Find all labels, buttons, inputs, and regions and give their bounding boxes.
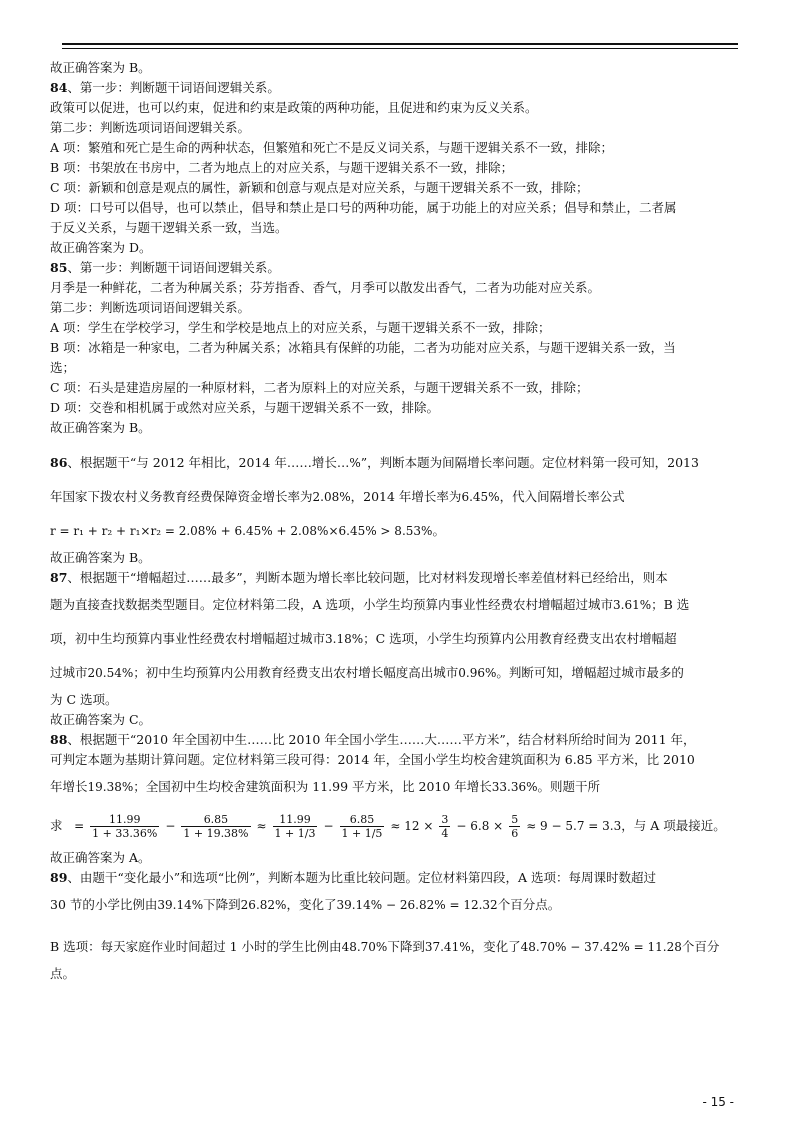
numerator: 11.99 — [273, 813, 318, 827]
text-line: 点。 — [50, 966, 76, 981]
text-span: 、根据题干“2010 年全国初中生……比 2010 年全国小学生……大……平方米”，结合材料所给时间为 2011 年， — [67, 732, 696, 747]
text-line: 选； — [50, 360, 76, 375]
denominator: 1 + 1/3 — [274, 827, 316, 840]
text-span: ；B 选 — [651, 597, 690, 612]
text-line — [50, 930, 750, 964]
numerator: 6.85 — [181, 813, 250, 827]
text-span: 。则题干所 — [537, 779, 601, 794]
text-line: B 项：书架放在书房中，二者为地点上的对应关系，与题干逻辑关系不一致，排除； — [50, 160, 514, 175]
text-span: 项，初中生均预算内事业性经费农村增幅超过城市 — [50, 631, 326, 646]
math-span: 3.61% — [613, 598, 652, 612]
q89-heading — [50, 868, 750, 888]
text-span: ；全国初中生均校舍建筑面积为 11.99 平方米，比 2010 年增长 — [133, 779, 492, 794]
text-line: 故正确答案为 B。 — [50, 420, 151, 435]
math-span: ≈ 9 − 5.7 = 3.3 — [526, 819, 622, 833]
q84-heading — [50, 78, 750, 98]
text-line: B 项：冰箱是一种家电，二者为种属关系；冰箱具有保鲜的功能，二者为功能对应关系，与题干逻辑关系一致，当 — [50, 340, 676, 355]
fraction — [509, 813, 520, 840]
text-span: 过城市 — [50, 665, 88, 680]
text-line: 故正确答案为 C。 — [50, 712, 152, 727]
text-line: 第二步：判断选项词语间逻辑关系。 — [50, 120, 251, 135]
text-line: 第二步：判断选项词语间逻辑关系。 — [50, 300, 251, 315]
text-span: 题为直接查找数据类型题目。定位材料第二段，A 选项，小学生均预算内事业性经费农村增幅超过城市 — [50, 597, 614, 612]
denominator: 4 — [441, 827, 449, 840]
header-rule-thin — [62, 48, 738, 49]
numerator: 5 — [511, 813, 519, 826]
q88-heading — [50, 730, 750, 750]
text-line — [50, 480, 750, 514]
equals-sign: = — [66, 819, 85, 833]
text-line: 故正确答案为 B。 — [50, 60, 151, 75]
formula-line — [50, 804, 750, 848]
text-line — [50, 622, 750, 656]
math-span: 37.41% — [424, 940, 471, 954]
text-span: 。判断可知，增幅超过城市最多的 — [496, 665, 684, 680]
math-span: − 6.8 × — [456, 819, 504, 833]
text-span: 30 节的小学比例由 — [50, 897, 158, 912]
math-formula: r = r₁ + r₂ + r₁×r₂ = 2.08% + 6.45% + 2.08%×6.45% > 8.53% — [50, 524, 433, 538]
text-span: ；初中生均预算内公用教育经费支出农村增长幅度高出城市 — [133, 665, 459, 680]
math-span: 26.82% — [240, 898, 287, 912]
text-line: 为 C 选项。 — [50, 692, 118, 707]
numerator: 6.85 — [340, 813, 385, 827]
text-line: 月季是一种鲜花，二者为种属关系；芬芳指香、香气，月季可以散发出香气，二者为功能对应关系。 — [50, 280, 601, 295]
math-span: 2.08% — [312, 490, 351, 504]
text-span: 年国家下拨农村义务教育经费保障资金增长率为 — [50, 489, 313, 504]
approx-sign: ≈ — [256, 819, 267, 833]
page-body — [50, 58, 750, 984]
text-line: A 项：繁殖和死亡是生命的两种状态，但繁殖和死亡不是反义词关系，与题干逻辑关系不一致，排除； — [50, 140, 614, 155]
minus-sign: − — [323, 819, 334, 833]
text-span: ，变化了 — [470, 939, 521, 954]
page-number: - 15 - — [702, 1095, 734, 1109]
minus-sign: − — [165, 819, 176, 833]
math-span: 0.96% — [458, 666, 497, 680]
numerator: 11.99 — [90, 813, 159, 827]
text-span: 、第一步：判断题干词语间逻辑关系。 — [67, 260, 280, 275]
math-span: 39.14% — [157, 898, 204, 912]
text-line — [50, 588, 750, 622]
text-line: 可判定本题为基期计算问题。定位材料第三段可得：2014 年，全国小学生均校舍建筑面积为 6.85 平方米，比 2010 — [50, 752, 695, 767]
text-span: 求 — [50, 818, 63, 833]
text-span: 、由题干“变化最小”和选项“比例”，判断本题为比重比较问题。定位材料第四段，A 选项：每周课时数超过 — [67, 870, 656, 885]
denominator: 1 + 1/5 — [341, 827, 383, 840]
math-span: 19.38% — [87, 780, 134, 794]
q87-heading — [50, 568, 750, 588]
text-line: 故正确答案为 D。 — [50, 240, 152, 255]
question-number: 86 — [50, 455, 68, 470]
question-number: 87 — [50, 570, 68, 585]
text-line: 政策可以促进，也可以约束，促进和约束是政策的两种功能，且促进和约束为反义关系。 — [50, 100, 538, 115]
fraction — [181, 813, 250, 840]
text-span: 、第一步：判断题干词语间逻辑关系。 — [67, 80, 280, 95]
question-number: 84 — [50, 80, 68, 95]
denominator: 1 + 19.38% — [183, 827, 249, 840]
text-line: C 项：新颖和创意是观点的属性，新颖和创意与观点是对应关系，与题干逻辑关系不一致，排除； — [50, 180, 589, 195]
text-span: 下降到 — [387, 939, 425, 954]
math-span: ≈ 12 × — [390, 819, 434, 833]
text-span: ，与 A 项最接近。 — [621, 818, 726, 833]
math-span: 33.36% — [491, 780, 538, 794]
text-span: ，代入间隔增长率公式 — [499, 489, 625, 504]
text-span: 、根据题干“与 2012 年相比，2014 年……增长… — [67, 455, 350, 470]
math-span: % — [349, 456, 361, 470]
text-line — [50, 888, 750, 922]
text-span: ，2014 年增长率为 — [350, 489, 462, 504]
math-span: 48.70% — [341, 940, 388, 954]
q85-heading — [50, 258, 750, 278]
q86-heading — [50, 446, 750, 480]
text-line: 故正确答案为 B。 — [50, 550, 151, 565]
math-span: 39.14% − 26.82% = 12.32 — [336, 898, 498, 912]
text-span: 。 — [432, 523, 445, 538]
fraction — [90, 813, 159, 840]
text-line — [50, 770, 750, 804]
denominator: 6 — [511, 827, 519, 840]
text-line: 故正确答案为 A。 — [50, 850, 151, 865]
text-span: ，变化了 — [286, 897, 337, 912]
text-line — [50, 656, 750, 690]
question-number: 85 — [50, 260, 68, 275]
text-span: ”，判断本题为间隔增长率问题。定位材料第一段可知，2013 — [360, 455, 699, 470]
question-number: 88 — [50, 732, 68, 747]
text-span: 下降到 — [203, 897, 241, 912]
header-rule-thick — [62, 43, 738, 45]
text-span: 个百分点。 — [497, 897, 561, 912]
text-line: D 项：交巻和相机属于或然对应关系，与题干逻辑关系不一致，排除。 — [50, 400, 439, 415]
math-span: 20.54% — [87, 666, 134, 680]
fraction — [439, 813, 450, 840]
denominator: 1 + 33.36% — [92, 827, 158, 840]
text-span: 年增长 — [50, 779, 88, 794]
numerator: 3 — [441, 813, 449, 826]
math-span: 3.18% — [325, 632, 364, 646]
text-span: B 选项：每天家庭作业时间超过 1 小时的学生比例由 — [50, 939, 342, 954]
math-span: 6.45% — [461, 490, 500, 504]
text-line: C 项：石头是建造房屋的一种原材料，二者为原料上的对应关系，与题干逻辑关系不一致，排除； — [50, 380, 589, 395]
text-line: A 项：学生在学校学习，学生和学校是地点上的对应关系，与题干逻辑关系不一致，排除； — [50, 320, 551, 335]
math-span: 48.70% − 37.42% = 11.28 — [520, 940, 682, 954]
text-line: 于反义关系，与题干逻辑关系一致，当选。 — [50, 220, 288, 235]
text-span: ；C 选项，小学生均预算内公用教育经费支出农村增幅超 — [363, 631, 677, 646]
text-line: D 项：口号可以倡导，也可以禁止，倡导和禁止是口号的两种功能，属于功能上的对应关系；倡导和禁止，二者属 — [50, 200, 677, 215]
fraction — [340, 813, 385, 840]
fraction — [273, 813, 318, 840]
question-number: 89 — [50, 870, 68, 885]
text-span: 个百分 — [681, 939, 720, 954]
text-span: 、根据题干“增幅超过……最多”，判断本题为增长率比较问题，比对材料发现增长率差值材料已经给出，则本 — [67, 570, 668, 585]
formula-line — [50, 514, 750, 548]
